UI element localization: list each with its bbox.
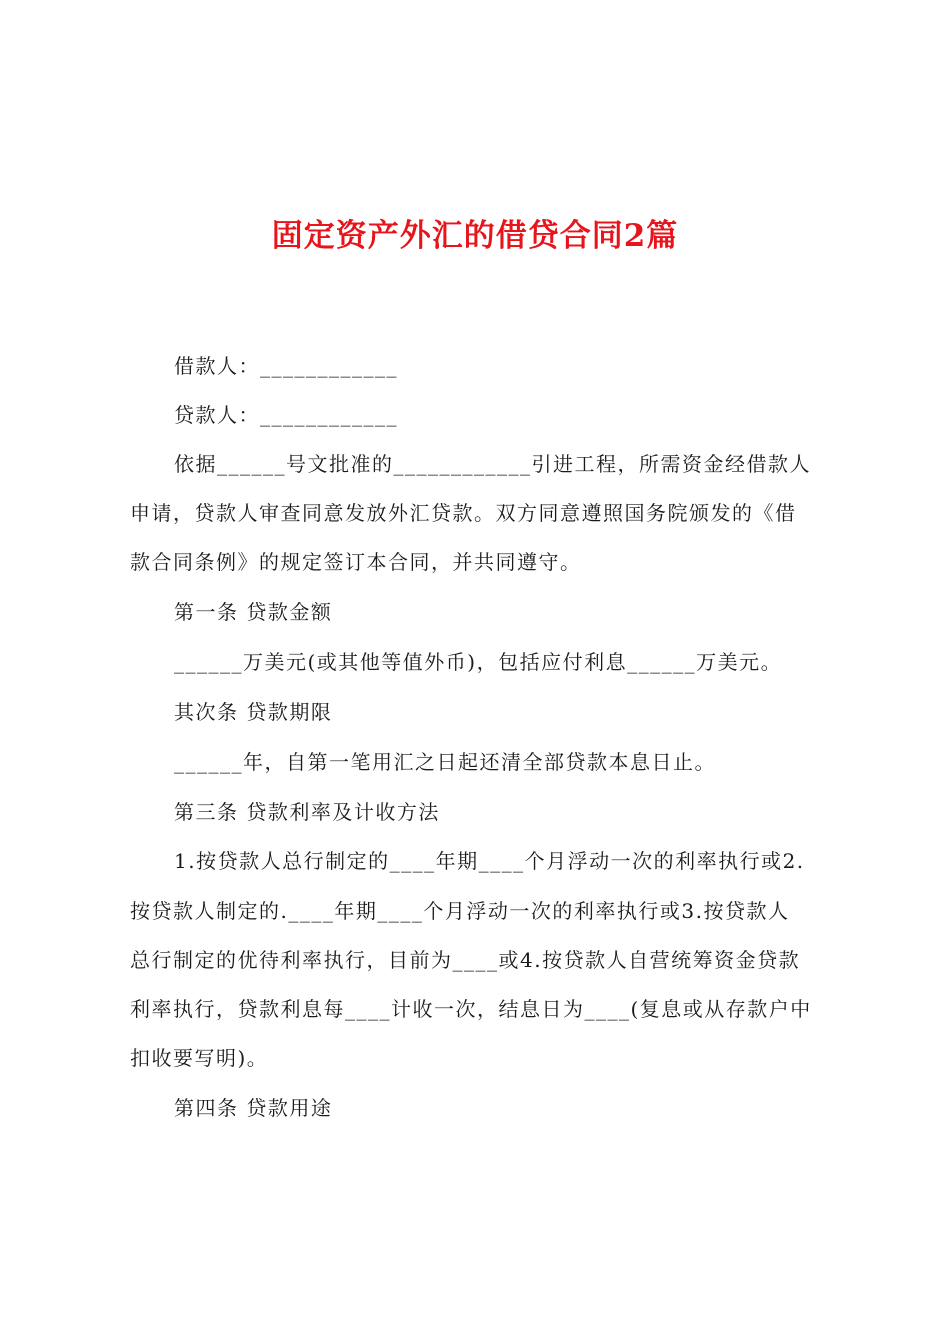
article-3-text-line-3: 总行制定的优待利率执行，目前为____或4.按贷款人自营统筹资金贷款 [130,948,801,972]
article-1-heading: 第一条 贷款金额 [174,600,333,624]
article-2-heading: 其次条 贷款期限 [174,700,333,724]
article-3-text-line-4: 利率执行，贷款利息每____计收一次，结息日为____(复息或从存款户中 [130,997,812,1021]
document-title: 固定资产外汇的借贷合同2篇 [271,218,679,254]
preamble-line-3: 款合同条例》的规定签订本合同，并共同遵守。 [130,550,582,574]
preamble-line-2: 申请，贷款人审查同意发放外汇贷款。双方同意遵照国务院颁发的《借 [130,501,797,525]
article-3-text-line-2: 按贷款人制定的.____年期____个月浮动一次的利率执行或3.按贷款人 [130,899,790,923]
borrower-line: 借款人：____________ [174,354,398,378]
article-3-heading: 第三条 贷款利率及计收方法 [174,800,440,824]
article-1-text: ______万美元(或其他等值外币)，包括应付利息______万美元。 [174,650,783,674]
article-3-text-line-1: 1.按贷款人总行制定的____年期____个月浮动一次的利率执行或2. [174,849,805,873]
preamble-line-1: 依据______号文批准的____________引进工程，所需资金经借款人 [174,452,811,476]
article-2-text: ______年，自第一笔用汇之日起还清全部贷款本息日止。 [174,750,716,774]
lender-line: 贷款人：____________ [174,403,398,427]
article-4-heading: 第四条 贷款用途 [174,1096,333,1120]
article-3-text-line-5: 扣收要写明)。 [130,1046,269,1070]
